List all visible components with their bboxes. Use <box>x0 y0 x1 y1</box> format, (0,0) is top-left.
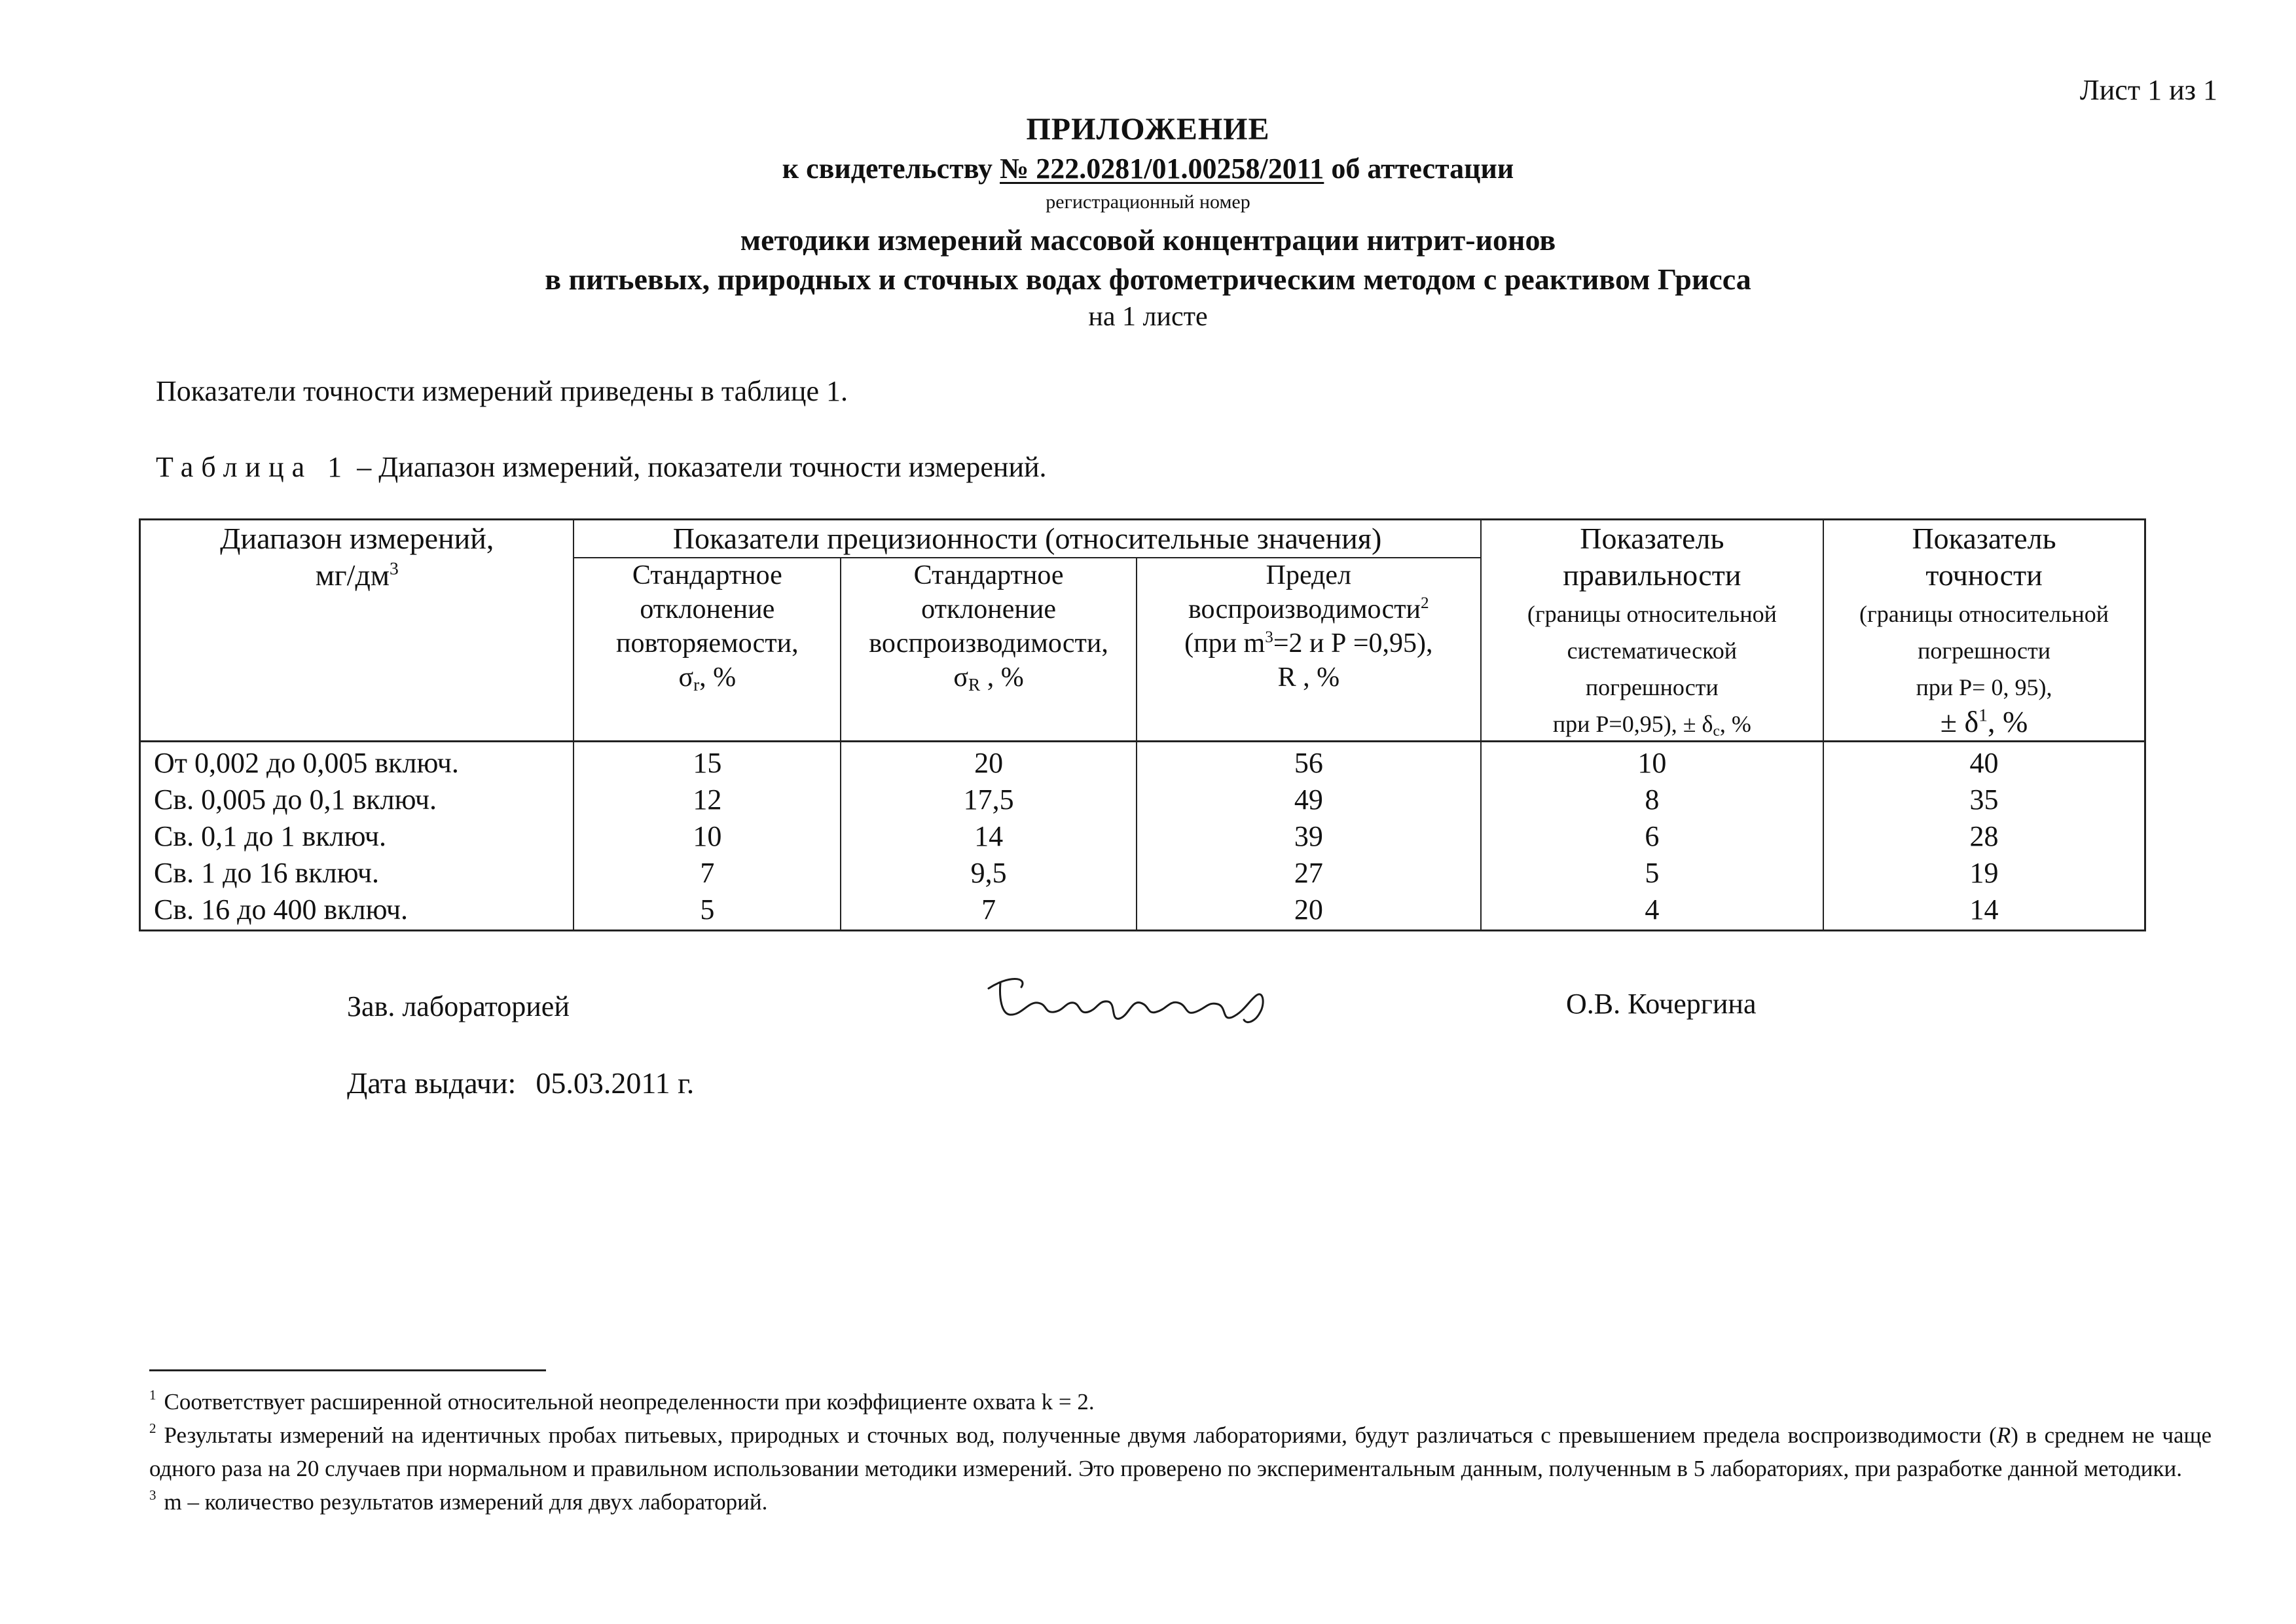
cell-repeatability: 10 <box>574 818 841 855</box>
handwritten-signature <box>982 969 1277 1028</box>
cell-trueness: 10 <box>1481 742 1823 782</box>
header-precision-group: Показатели прецизионности (относительные значения) <box>574 520 1480 558</box>
method-title-line1: методики измерений массовой концентрации нитрит-ионов <box>740 223 1556 257</box>
intro-text: Показатели точности измерений приведены в таблице 1. <box>156 375 848 407</box>
cell-accuracy: 19 <box>1823 855 2145 892</box>
cell-accuracy: 28 <box>1823 818 2145 855</box>
document-title: ПРИЛОЖЕНИЕ <box>1026 112 1270 147</box>
cert-prefix: к свидетельству <box>782 153 993 185</box>
cell-trueness: 6 <box>1481 818 1823 855</box>
header-reproducibility-limit: Предел воспроизводимости$^2$ (при $m^3=2$ и Р =0,95), R , % <box>1137 558 1481 742</box>
cell-trueness: 5 <box>1481 855 1823 892</box>
cell-trueness: 8 <box>1481 782 1823 818</box>
cell-limit: 20 <box>1137 892 1481 931</box>
footnote-2: $^2$ Результаты измерений на идентичных пробах питьевых, природных и сточных вод, полученные двумя лабораториями, будут различаться с превышением предела воспроизводимости (R) в среднем не чаще одного раза на 20 случаев при нормальном и правильном использовании методики измерений. Это проверено по экспериментальным данным, полученным в 5 лабораториях, при разработке данной методики. <box>149 1420 2212 1481</box>
issue-date <box>347 1066 694 1100</box>
header-trueness: Показатель правильности (границы относительной систематической погрешности при Р=0,95), ± $\delta_с$, % <box>1481 520 1823 742</box>
table-row <box>140 855 2145 892</box>
issue-date-label: Дата выдачи: <box>347 1066 517 1100</box>
table-caption-label: Таблица 1 <box>156 451 350 483</box>
signatory-role: Зав. лабораторией <box>347 990 570 1022</box>
signatory-name: О.В. Кочергина <box>1566 988 1757 1020</box>
cell-limit: 56 <box>1137 742 1481 782</box>
table-caption <box>156 450 1047 484</box>
cell-trueness: 4 <box>1481 892 1823 931</box>
cell-reproducibility: 20 <box>841 742 1137 782</box>
cell-reproducibility: 14 <box>841 818 1137 855</box>
cert-suffix: об аттестации <box>1331 153 1514 185</box>
footnotes <box>149 1385 2212 1519</box>
cell-range: Св. 0,005 до 0,1 включ. <box>140 782 574 818</box>
table-row <box>140 818 2145 855</box>
registration-note: регистрационный номер <box>1046 191 1250 213</box>
cell-range: Св. 0,1 до 1 включ. <box>140 818 574 855</box>
cell-accuracy: 40 <box>1823 742 2145 782</box>
accuracy-table <box>139 518 2146 931</box>
cell-repeatability: 15 <box>574 742 841 782</box>
cell-repeatability: 12 <box>574 782 841 818</box>
cell-range: Св. 1 до 16 включ. <box>140 855 574 892</box>
table-caption-text: – Диапазон измерений, показатели точности измерений. <box>350 451 1047 483</box>
cert-number: № 222.0281/01.00258/2011 <box>1000 153 1324 185</box>
cell-limit: 39 <box>1137 818 1481 855</box>
cell-limit: 49 <box>1137 782 1481 818</box>
cell-limit: 27 <box>1137 855 1481 892</box>
footnote-separator <box>149 1369 546 1371</box>
cell-accuracy: 14 <box>1823 892 2145 931</box>
header-range: Диапазон измерений, $мг/дм^3$ <box>140 520 574 742</box>
cell-repeatability: 7 <box>574 855 841 892</box>
table-row <box>140 742 2145 782</box>
cell-reproducibility: 17,5 <box>841 782 1137 818</box>
sheets-count: на 1 листе <box>1088 302 1208 332</box>
table-row <box>140 782 2145 818</box>
sheet-number: Лист 1 из 1 <box>2079 74 2217 106</box>
header-repeatability: Стандартное отклонение повторяемости, $\sigma_r$, % <box>574 558 841 742</box>
table-row <box>140 892 2145 931</box>
certificate-line <box>0 152 2296 185</box>
cell-reproducibility: 7 <box>841 892 1137 931</box>
cell-repeatability: 5 <box>574 892 841 931</box>
method-title-line2: в питьевых, природных и сточных водах фотометрическим методом с реактивом Грисса <box>545 262 1751 296</box>
cell-range: От 0,002 до 0,005 включ. <box>140 742 574 782</box>
footnote-1: $^1$ Соответствует расширенной относительной неопределенности при коэффициенте охвата k = 2. <box>149 1387 1095 1415</box>
issue-date-value: 05.03.2011 г. <box>536 1066 695 1100</box>
footnote-3: $^3$ m – количество результатов измерений для двух лабораторий. <box>149 1487 768 1515</box>
header-accuracy: Показатель точности (границы относительной погрешности при Р= 0, 95), ± $\delta^1$, % <box>1823 520 2145 742</box>
cell-accuracy: 35 <box>1823 782 2145 818</box>
cell-range: Св. 16 до 400 включ. <box>140 892 574 931</box>
cell-reproducibility: 9,5 <box>841 855 1137 892</box>
header-reproducibility: Стандартное отклонение воспроизводимости, $\sigma_R$ , % <box>841 558 1137 742</box>
